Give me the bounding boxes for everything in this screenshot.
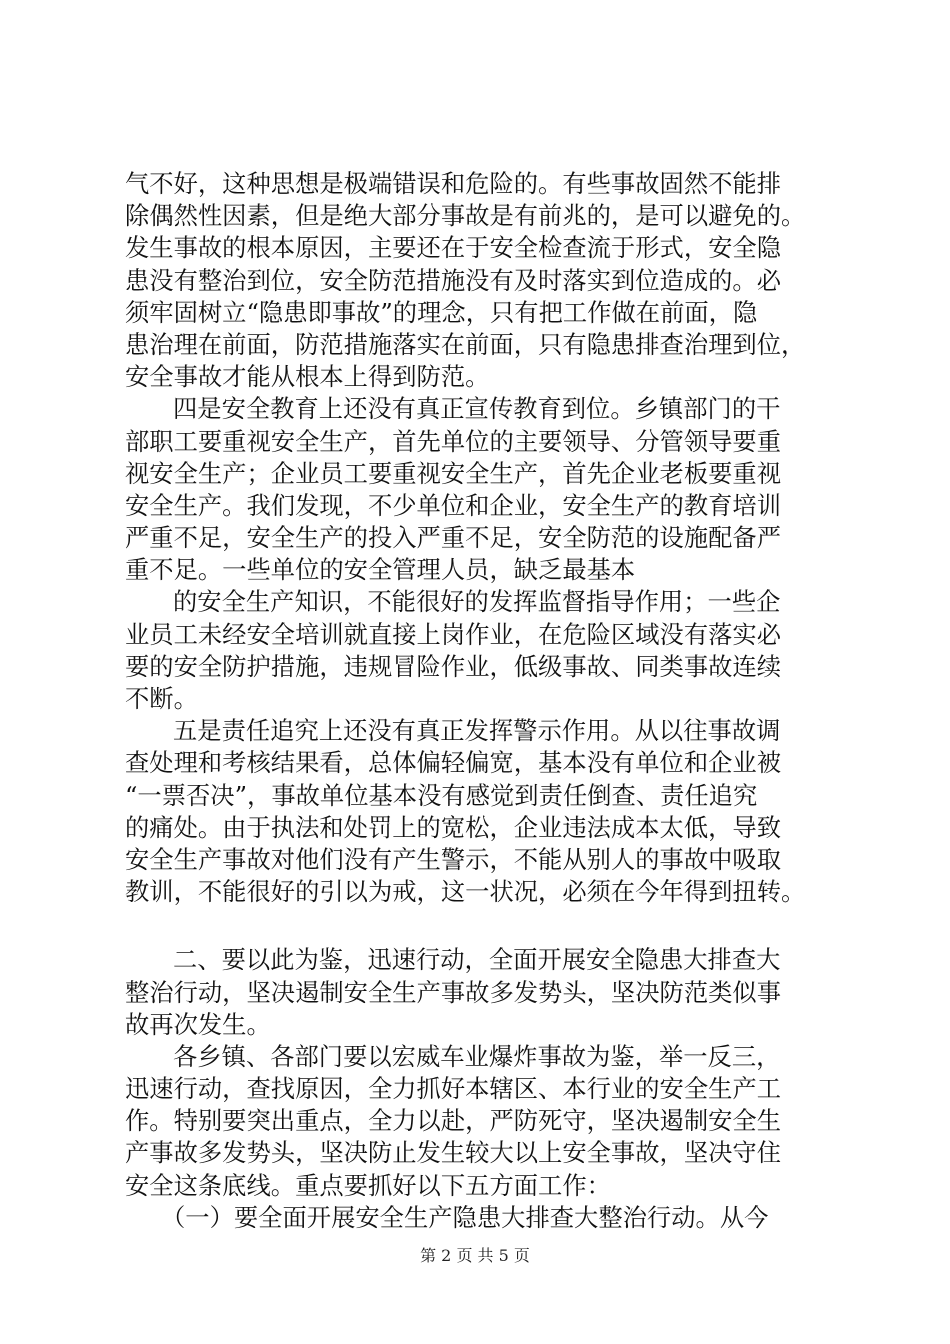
text-line: 安全生产。我们发现，不少单位和企业，安全生产的教育培训 [125, 490, 782, 520]
text-line: 安全事故才能从根本上得到防范。 [125, 362, 490, 392]
text-line: 发生事故的根本原因，主要还在于安全检查流于形式，安全隐 [125, 233, 782, 263]
text-line: 部职工要重视安全生产，首先单位的主要领导、分管领导要重 [125, 426, 782, 456]
text-line: 查处理和考核结果看，总体偏轻偏宽，基本没有单位和企业被 [125, 748, 782, 778]
document-body [125, 168, 845, 1234]
text-line: 安全这条底线。重点要抓好以下五方面工作： [125, 1170, 611, 1200]
paragraph-start-line: 五是责任追究上还没有真正发挥警示作用。从以往事故调 [173, 716, 781, 746]
paragraph-start-line: 四是安全教育上还没有真正宣传教育到位。乡镇部门的干 [173, 394, 781, 424]
paragraph-start-line: 各乡镇、各部门要以宏威车业爆炸事故为鉴，举一反三， [173, 1041, 781, 1071]
text-line: 须牢固树立“隐患即事故”的理念，只有把工作做在前面，隐 [125, 297, 758, 327]
text-line: 要的安全防护措施，违规冒险作业，低级事故、同类事故连续 [125, 651, 782, 681]
text-line: “一票否决”，事故单位基本没有感觉到责任倒查、责任追究 [125, 780, 758, 810]
text-line: 的痛处。由于执法和处罚上的宽松，企业违法成本太低，导致 [125, 812, 782, 842]
subsection-heading-line: （一）要全面开展安全生产隐患大排查大整治行动。从今 [161, 1202, 769, 1232]
text-line: 安全生产事故对他们没有产生警示，不能从别人的事故中吸取 [125, 844, 782, 874]
page-footer: 第 2 页 共 5 页 [420, 1246, 530, 1265]
text-line: 产事故多发势头，坚决防止发生较大以上安全事故，坚决守住 [125, 1138, 782, 1168]
text-line: 迅速行动，查找原因，全力抓好本辖区、本行业的安全生产工 [125, 1074, 782, 1104]
section-heading-line: 二、要以此为鉴，迅速行动，全面开展安全隐患大排查大 [173, 945, 781, 975]
text-line: 作。特别要突出重点，全力以赴，严防死守，坚决遏制安全生 [125, 1106, 782, 1136]
text-line: 重不足。一些单位的安全管理人员，缺乏最基本 [125, 555, 636, 585]
text-line: 严重不足，安全生产的投入严重不足，安全防范的设施配备严 [125, 523, 782, 553]
text-line: 教训，不能很好的引以为戒，这一状况，必须在今年得到扭转。 [125, 877, 806, 907]
text-line: 患治理在前面，防范措施落实在前面，只有隐患排查治理到位， [125, 329, 806, 359]
section-heading-line: 故再次发生。 [125, 1009, 271, 1039]
text-line: 业员工未经安全培训就直接上岗作业，在危险区域没有落实必 [125, 619, 782, 649]
paragraph-gap [125, 908, 845, 944]
section-heading-line: 整治行动，坚决遏制安全生产事故多发势头，坚决防范类似事 [125, 977, 782, 1007]
paragraph-start-line: 的安全生产知识，不能很好的发挥监督指导作用；一些企 [173, 587, 781, 617]
text-line: 患没有整治到位，安全防范措施没有及时落实到位造成的。必 [125, 265, 782, 295]
text-line: 除偶然性因素，但是绝大部分事故是有前兆的，是可以避免的。 [125, 201, 806, 231]
text-line: 不断。 [125, 684, 198, 713]
text-line: 气不好，这种思想是极端错误和危险的。有些事故固然不能排 [125, 169, 782, 198]
text-line: 视安全生产；企业员工要重视安全生产，首先企业老板要重视 [125, 458, 782, 488]
